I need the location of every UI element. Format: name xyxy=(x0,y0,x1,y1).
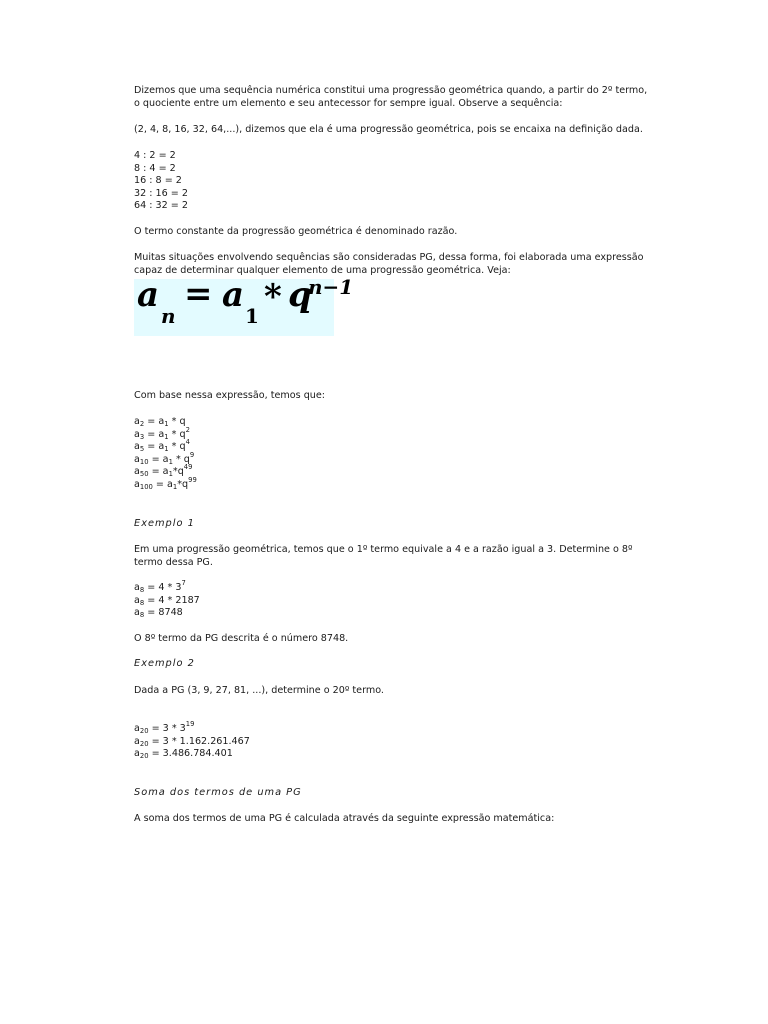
formula-a-n: a xyxy=(137,275,160,315)
based-on-text xyxy=(134,390,654,403)
term-rest: * q xyxy=(168,441,186,453)
formula-q: q xyxy=(288,275,312,315)
formula-1-subscript: 1 xyxy=(245,304,259,328)
formula-equals: = xyxy=(184,274,213,314)
example-1-steps xyxy=(134,579,654,620)
sum-section-line: A soma dos termos de uma PG é calculada através da seguinte expressão matemática: xyxy=(134,813,555,824)
term-mid: = a xyxy=(144,428,165,440)
step-line: $a_{20} = 3.486.784.401$ xyxy=(134,748,233,761)
example-1-heading: Exemplo 1 xyxy=(134,518,195,529)
ratio-definition xyxy=(134,226,654,239)
ratio-line: 64 : 32 = 2 xyxy=(134,200,188,212)
step-subscript: 8 xyxy=(139,598,145,607)
term-subscript: 1 xyxy=(168,457,173,466)
term-exponent: 4 xyxy=(185,438,190,447)
example-2-heading: Exemplo 2 xyxy=(134,658,195,669)
term-subscript: 1 xyxy=(172,482,178,491)
step-line: $a_8 = 4 * 2187$ xyxy=(134,594,200,607)
ratio-line: 4 : 2 = 2 xyxy=(134,150,176,161)
step-text: = 8748 xyxy=(144,607,183,619)
term-mid: = a xyxy=(144,416,165,427)
ratio-definition-text: O termo constante da progressão geométrica é denominado razão. xyxy=(134,226,458,237)
example-1-statement xyxy=(134,544,654,569)
term-rest: *q xyxy=(177,478,189,490)
situations-line-2: capaz de determinar qualquer elemento de uma progressão geométrica. Veja: xyxy=(134,264,511,276)
ratio-line: 32 : 16 = 2 xyxy=(134,187,188,199)
term-subscript: 1 xyxy=(168,470,173,479)
term-rest: * q xyxy=(168,416,186,427)
step-subscript: 20 xyxy=(139,727,149,735)
term-mid: = a xyxy=(148,453,169,465)
ratio-list xyxy=(134,150,654,213)
situations-line-1: Muitas situações envolvendo sequências são consideradas PG, dessa forma, foi elaborada uma expressão xyxy=(134,252,644,263)
step-line: $a_8 = 8748$ xyxy=(134,607,183,620)
term-subscript: 1 xyxy=(164,432,169,441)
example-1-line-2: termo dessa PG. xyxy=(134,556,213,568)
term-rest: * q xyxy=(172,453,190,465)
formula-a-1: a xyxy=(222,275,245,315)
term-subscript: 2 xyxy=(139,420,145,428)
formula-exponent: n−1 xyxy=(308,275,354,299)
term-subscript: 10 xyxy=(139,457,149,466)
step-text: = 3 * 1.162.261.467 xyxy=(148,735,250,747)
term-rest: *q xyxy=(172,466,184,478)
step-line: $a_8 = 4 * 3^7$ xyxy=(134,579,186,594)
term-line: $a_{10} = a_1 * q^9$ xyxy=(134,450,195,466)
term-exponent: 99 xyxy=(188,475,197,484)
example-1-line-1: Em uma progressão geométrica, temos que o 1º termo equivale a 4 e a razão igual a 3. Determine o 8º xyxy=(134,544,633,555)
step-line: $a_{20} = 3 * 1.162.261.467$ xyxy=(134,735,250,748)
step-exponent: 7 xyxy=(181,579,186,587)
step-subscript: 8 xyxy=(139,586,145,594)
sequence-text: (2, 4, 8, 16, 32, 64,...), dizemos que ela é uma progressão geométrica, pois se encaixa na definição dada. xyxy=(134,124,643,135)
step-subscript: 20 xyxy=(139,739,149,748)
example-1-conclusion-text: O 8º termo da PG descrita é o número 8748. xyxy=(134,633,349,644)
term-exponent: 2 xyxy=(185,425,190,434)
general-term-formula xyxy=(134,274,354,336)
term-rest: * q xyxy=(168,428,186,440)
step-text: = 3.486.784.401 xyxy=(148,748,233,760)
term-mid: = a xyxy=(148,466,169,478)
ratio-line: 8 : 4 = 2 xyxy=(134,162,176,174)
term-subscript: 3 xyxy=(139,432,145,441)
ratio-line: 16 : 8 = 2 xyxy=(134,175,182,187)
term-subscript: 100 xyxy=(139,482,153,491)
intro-line-1: Dizemos que uma sequência numérica constitui uma progressão geométrica quando, a partir do 2º termo, xyxy=(134,85,648,96)
term-exponent: 49 xyxy=(183,463,193,472)
step-exponent: 19 xyxy=(185,720,195,728)
step-text: = 4 * 3 xyxy=(144,582,182,593)
term-subscript: 1 xyxy=(164,420,169,428)
intro-line-2: o quociente entre um elemento e seu antecessor for sempre igual. Observe a sequência: xyxy=(134,97,563,109)
sequence-paragraph xyxy=(134,124,654,137)
step-line: $a_{20} = 3 * 3^{19}$ xyxy=(134,720,195,735)
step-subscript: 20 xyxy=(139,752,149,761)
term-line: $a_3 = a_1 * q^2$ xyxy=(134,425,190,441)
formula-n-subscript: n xyxy=(161,304,176,328)
term-subscript: 1 xyxy=(164,445,169,454)
term-line: $a_5 = a_1 * q^4$ xyxy=(134,438,190,454)
based-on-line: Com base nessa expressão, temos que: xyxy=(134,390,326,401)
term-subscript: 5 xyxy=(139,445,145,454)
step-subscript: 8 xyxy=(139,611,145,620)
intro-paragraph xyxy=(134,85,654,110)
term-mid: = a xyxy=(152,478,173,490)
example-2-statement xyxy=(134,685,654,698)
term-exponent: 9 xyxy=(189,450,195,459)
term-line: $a_{100} = a_1*q^{99}$ xyxy=(134,475,197,491)
terms-list xyxy=(134,416,654,492)
step-text: = 3 * 3 xyxy=(148,723,186,734)
example-2-statement-text: Dada a PG (3, 9, 27, 81, ...), determine o 20º termo. xyxy=(134,685,384,696)
formula-times: * xyxy=(264,277,282,317)
term-line: $a_2 = a_1 * q$ xyxy=(134,416,186,428)
sum-section-heading: Soma dos termos de uma PG xyxy=(134,787,302,798)
example-1-conclusion xyxy=(134,633,654,646)
term-line: $a_{50} = a_1*q^{49}$ xyxy=(134,463,193,479)
step-text: = 4 * 2187 xyxy=(144,594,200,606)
example-2-steps xyxy=(134,720,654,761)
term-mid: = a xyxy=(144,441,165,453)
term-subscript: 50 xyxy=(139,470,149,479)
sum-section-text xyxy=(134,813,654,826)
